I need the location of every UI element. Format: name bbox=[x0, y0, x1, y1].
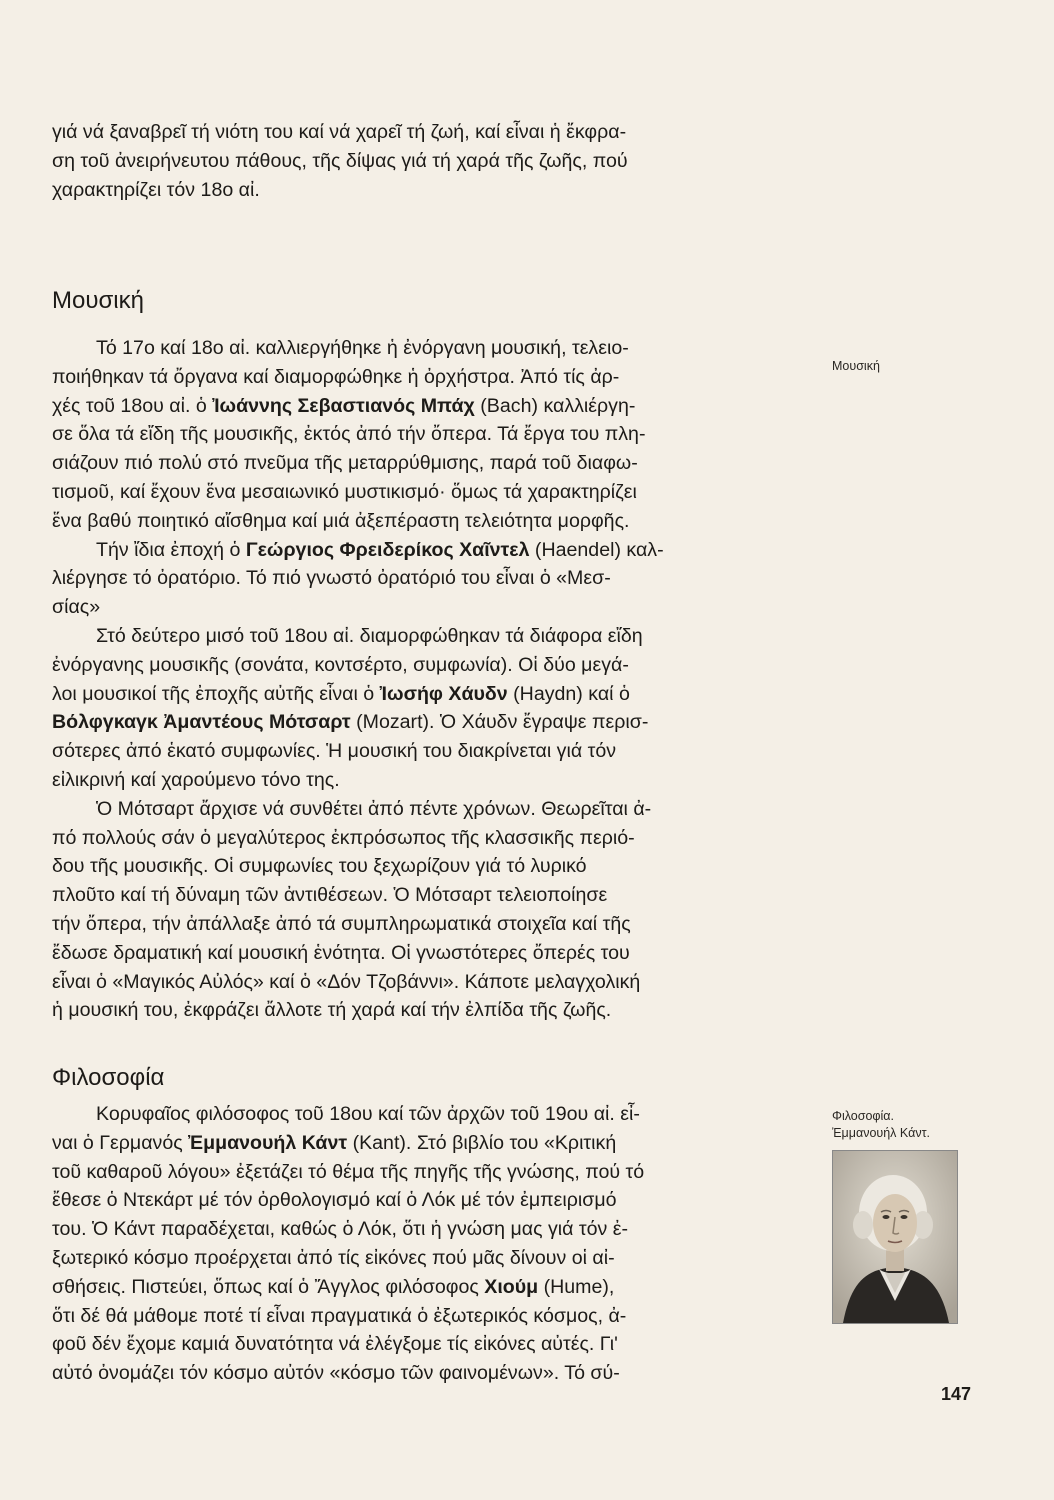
page-number: 147 bbox=[941, 1384, 972, 1404]
section-heading-music: Μουσική bbox=[52, 287, 144, 314]
text-line: φοῦ δέν ἔχομε καμιά δυνατότητα νά ἐλέγξομε τίς εἰκόνες αὐτές. Γι' bbox=[52, 1333, 618, 1356]
text-line: Ὁ Μότσαρτ ἄρχισε νά συνθέτει ἀπό πέντε χρόνων. Θεωρεῖται ἀ- bbox=[96, 797, 652, 820]
text-line: Βόλφγκαγκ Ἀμαντέους Μότσαρτ (Mozart). Ὁ Χάυδν ἔγραψε περισ- bbox=[52, 711, 649, 734]
philosophy-paragraph bbox=[52, 1100, 804, 1388]
text-line: ἡ μουσική του, ἐκφράζει ἄλλοτε τή χαρά καί τήν ἐλπίδα τῆς ζωῆς. bbox=[52, 999, 612, 1022]
text-line: ἕνα βαθύ ποιητικό αἴσθημα καί μιά ἀξεπέραστη τελειότητα μορφῆς. bbox=[52, 509, 630, 532]
name-bach: Ἰωάννης Σεβαστιανός Μπάχ bbox=[212, 394, 475, 417]
name-haydn: Ἰωσήφ Χάυδν bbox=[379, 682, 508, 705]
text-line: ἔδωσε δραματική καί μουσική ἑνότητα. Οἱ γνωστότερες ὄπερές του bbox=[52, 941, 630, 964]
intro-paragraph bbox=[52, 118, 804, 204]
text-line: λιέργησε τό ὀρατόριο. Τό πιό γνωστό ὀρατόριό του εἶναι ὁ «Μεσ- bbox=[52, 567, 611, 590]
text-line: Κορυφαῖος φιλόσοφος τοῦ 18ου καί τῶν ἀρχῶν τοῦ 19ου αἰ. εἶ- bbox=[96, 1103, 640, 1125]
text-line: σθήσεις. Πιστεύει, ὅπως καί ὁ Ἄγγλος φιλόσοφος Χιούμ (Hume), bbox=[52, 1275, 615, 1298]
text-line: ὅτι δέ θά μάθομε ποτέ τί εἶναι πραγματικά ὁ ἐξωτερικός κόσμος, ἀ- bbox=[52, 1304, 627, 1327]
side-label-music: Μουσική bbox=[832, 359, 880, 373]
text-line: ξωτερικό κόσμο προέρχεται ἀπό τίς εἰκόνες πού μᾶς δίνουν οἱ αἰ- bbox=[52, 1246, 615, 1269]
text-line: γιά νά ξαναβρεῖ τή νιότη του καί νά χαρεῖ τή ζωή, καί εἶναι ἡ ἔκφρα- bbox=[52, 121, 627, 143]
caption-line: Φιλοσοφία. bbox=[832, 1109, 895, 1123]
side-caption-philosophy bbox=[832, 1108, 930, 1142]
text-line: ση τοῦ ἀνειρήνευτου πάθους, τῆς δίψας γιά τή χαρά τῆς ζωῆς, πού bbox=[52, 149, 628, 172]
text-line: πό πολλούς σάν ὁ μεγαλύτερος ἐκπρόσωπος τῆς κλασσικῆς περιό- bbox=[52, 826, 635, 849]
text-line: Στό δεύτερο μισό τοῦ 18ου αἰ. διαμορφώθηκαν τά διάφορα εἴδη bbox=[96, 624, 643, 647]
caption-line: Ἐμμανουήλ Κάντ. bbox=[832, 1126, 930, 1140]
text-line: λοι μουσικοί τῆς ἐποχῆς αὐτῆς εἶναι ὁ Ἰωσήφ Χάυδν (Haydn) καί ὁ bbox=[52, 682, 630, 705]
portrait-icon bbox=[833, 1151, 957, 1323]
music-paragraph-3 bbox=[52, 622, 804, 795]
text-line: Τό 17ο καί 18ο αἰ. καλλιεργήθηκε ἡ ἐνόργανη μουσική, τελειο- bbox=[96, 337, 629, 359]
text-line: εἶναι ὁ «Μαγικός Αὐλός» καί ὁ «Δόν Τζοβάννι». Κάποτε μελαγχολική bbox=[52, 970, 641, 993]
name-kant: Ἐμμανουήλ Κάντ bbox=[188, 1131, 348, 1154]
kant-portrait-image bbox=[832, 1150, 958, 1324]
text-line: ἐνόργανης μουσικῆς (σονάτα, κοντσέρτο, συμφωνία). Οἱ δύο μεγά- bbox=[52, 653, 629, 676]
text-line: σίας» bbox=[52, 596, 101, 619]
text-line: εἰλικρινή καί χαρούμενο τόνο της. bbox=[52, 768, 340, 791]
text-line: του. Ὁ Κάντ παραδέχεται, καθώς ὁ Λόκ, ὅτι ἡ γνώση μας γιά τόν ἐ- bbox=[52, 1218, 629, 1241]
text-line: ποιήθηκαν τά ὄργανα καί διαμορφώθηκε ἡ ὀρχήστρα. Ἀπό τίς ἀρ- bbox=[52, 365, 620, 388]
text-line: σότερες ἀπό ἑκατό συμφωνίες. Ἡ μουσική του διακρίνεται γιά τόν bbox=[52, 740, 617, 763]
name-hume: Χιούμ bbox=[484, 1275, 539, 1298]
text-line: τοῦ καθαροῦ λόγου» ἐξετάζει τό θέμα τῆς πηγῆς τῆς γνώσης, πού τό bbox=[52, 1160, 645, 1183]
music-paragraph-2 bbox=[52, 536, 804, 622]
music-paragraph-4 bbox=[52, 795, 804, 1025]
text-line: σε ὅλα τά εἴδη τῆς μουσικῆς, ἐκτός ἀπό τήν ὄπερα. Τά ἔργα του πλη- bbox=[52, 423, 646, 446]
text-line: ναι ὁ Γερμανός Ἐμμανουήλ Κάντ (Kant). Στό βιβλίο του «Κριτική bbox=[52, 1131, 617, 1154]
text-line: τήν ὄπερα, τήν ἀπάλλαξε ἀπό τά συμπληρωματικά στοιχεῖα καί τῆς bbox=[52, 912, 631, 935]
name-handel: Γεώργιος Φρειδερίκος Χαῖντελ bbox=[245, 538, 530, 561]
text-line: πλοῦτο καί τή δύναμη τῶν ἀντιθέσεων. Ὁ Μότσαρτ τελειοποίησε bbox=[52, 884, 608, 907]
text-line: ἔθεσε ὁ Ντεκάρτ μέ τόν ὀρθολογισμό καί ὁ Λόκ μέ τόν ἐμπειρισμό bbox=[52, 1189, 617, 1212]
text-line: Τήν ἴδια ἐποχή ὁ Γεώργιος Φρειδερίκος Χαῖντελ (Haendel) καλ- bbox=[96, 538, 664, 561]
text-line: δου τῆς μουσικῆς. Οἱ συμφωνίες του ξεχωρίζουν γιά τό λυρικό bbox=[52, 855, 587, 878]
text-line: χαρακτηρίζει τόν 18ο αἰ. bbox=[52, 178, 260, 201]
text-line: σιάζουν πιό πολύ στό πνεῦμα τῆς μεταρρύθμισης, παρά τοῦ διαφω- bbox=[52, 452, 638, 475]
music-paragraph-1 bbox=[52, 334, 804, 1025]
text-line: τισμοῦ, καί ἔχουν ἕνα μεσαιωνικό μυστικισμό· ὅμως τά χαρακτηρίζει bbox=[52, 480, 637, 503]
section-heading-philosophy: Φιλοσοφία bbox=[52, 1064, 165, 1091]
text-line: αὐτό ὀνομάζει τόν κόσμο αὐτόν «κόσμο τῶν φαινομένων». Τό σύ- bbox=[52, 1362, 620, 1385]
text-line: χές τοῦ 18ου αἰ. ὁ Ἰωάννης Σεβαστιανός Μπάχ (Bach) καλλιέργη- bbox=[52, 394, 636, 417]
name-mozart: Βόλφγκαγκ Ἀμαντέους Μότσαρτ bbox=[52, 711, 351, 734]
